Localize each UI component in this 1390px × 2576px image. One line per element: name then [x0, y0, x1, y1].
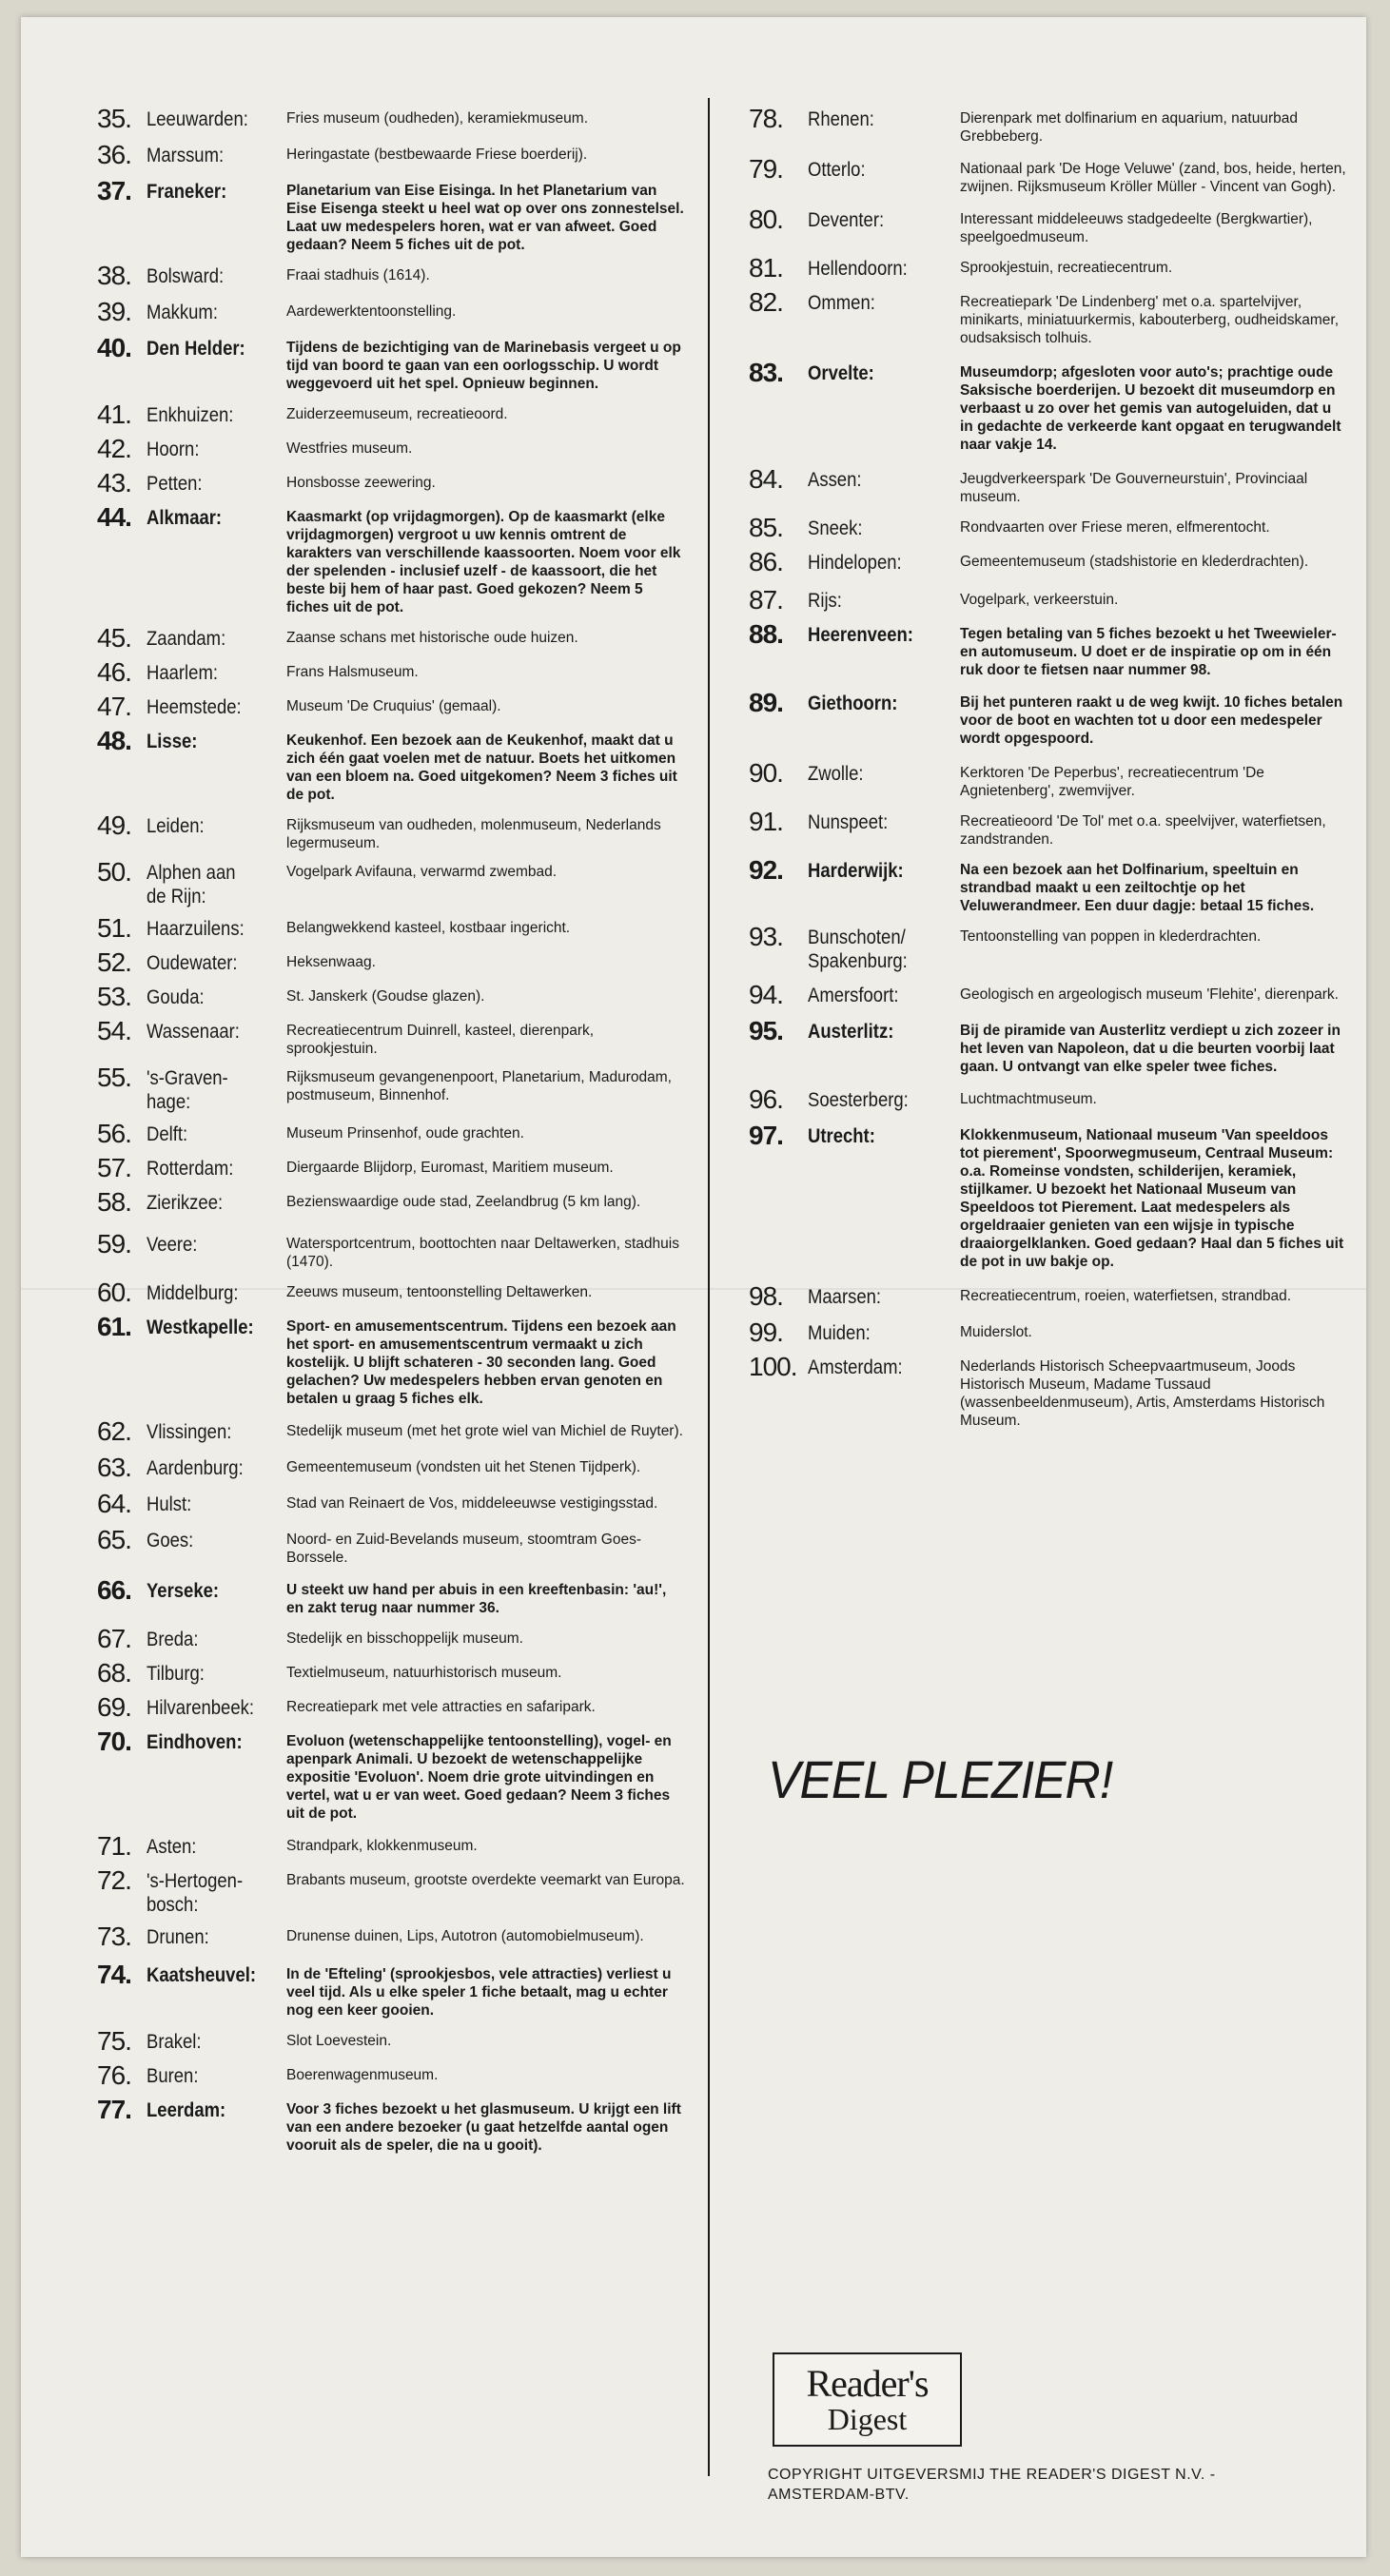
entry-place-name: Ommen: [808, 292, 875, 314]
entry-place-name: Otterlo: [808, 159, 866, 181]
entry-number: 86. [749, 547, 783, 576]
entry-description: Bij het punteren raakt u de weg kwijt. 10 fiches betalen voor de boot en wachten tot u door een medespeler wordt opgespoord. [960, 694, 1343, 747]
entry-description: Recreatiecentrum Duinrell, kasteel, dierenpark, sprookjestuin. [286, 1023, 595, 1057]
entry-number: 99. [749, 1317, 783, 1347]
entry-number: 81. [749, 253, 783, 283]
entry-description: Gemeentemuseum (stadshistorie en klederdrachten). [960, 554, 1309, 570]
entry-description: Vogelpark, verkeerstuin. [960, 592, 1119, 608]
entry-place-name: Delft: [147, 1123, 188, 1145]
list-item [97, 1832, 687, 1861]
entry-place-name: Westkapelle: [147, 1317, 254, 1338]
entry-description: Textielmuseum, natuurhistorisch museum. [286, 1665, 562, 1681]
entry-description: Geologisch en argeologisch museum 'Flehite', dierenpark. [960, 986, 1339, 1003]
list-item [97, 105, 687, 133]
list-item [749, 689, 1348, 748]
entry-description: Voor 3 fiches bezoekt u het glasmuseum. U krijgt een lift van een andere bezoeker (u gaat hetzelfde aantal ogen vooruit als de speler, die na u gooit). [286, 2101, 681, 2154]
list-item [97, 1693, 687, 1722]
entry-place-name: Hoorn: [147, 439, 200, 460]
entry-place-name: Goes: [147, 1530, 194, 1551]
list-item [749, 254, 1348, 283]
entry-number: 58. [97, 1187, 131, 1217]
entry-place-name: Heerenveen: [808, 624, 913, 646]
list-item [97, 983, 687, 1011]
entry-description: Gemeentemuseum (vondsten uit het Stenen Tijdperk). [286, 1459, 641, 1475]
entry-description: Fries museum (oudheden), keramiekmuseum. [286, 110, 589, 127]
entry-number: 63. [97, 1453, 131, 1482]
list-item [97, 1922, 687, 1951]
entry-number: 45. [97, 623, 131, 653]
entry-description: Drunense duinen, Lips, Autotron (automobielmuseum). [286, 1928, 644, 1944]
list-item [97, 469, 687, 498]
entry-place-name: Zierikzee: [147, 1192, 224, 1214]
list-item [749, 808, 1348, 849]
entry-number: 95. [749, 1016, 783, 1045]
list-item [97, 503, 687, 616]
copyright-notice [768, 2465, 1216, 2505]
list-item [97, 693, 687, 721]
list-item [97, 2027, 687, 2056]
entry-place-name: Vlissingen: [147, 1421, 232, 1443]
entry-number: 40. [97, 333, 131, 362]
list-item [97, 1625, 687, 1653]
entry-description: Zuiderzeemuseum, recreatieoord. [286, 406, 508, 422]
entry-place-name: 's-Graven- hage: [147, 1067, 228, 1113]
entry-place-name: Den Helder: [147, 338, 245, 360]
entry-number: 42. [97, 434, 131, 463]
entry-description: Luchtmachtmuseum. [960, 1091, 1097, 1107]
entry-description: Dierenpark met dolfinarium en aquarium, natuurbad Grebbeberg. [960, 110, 1298, 145]
entry-place-name: Amersfoort: [808, 985, 899, 1006]
slogan: VEEL PLEZIER! [768, 1749, 1113, 1809]
entry-description: Frans Halsmuseum. [286, 664, 419, 680]
entry-place-name: Yerseke: [147, 1580, 220, 1602]
entry-description: Museum Prinsenhof, oude grachten. [286, 1125, 524, 1142]
entry-number: 54. [97, 1016, 131, 1045]
list-item [97, 858, 687, 908]
entry-place-name: Oudewater: [147, 952, 238, 974]
entry-description: Klokkenmuseum, Nationaal museum 'Van speeldoos tot pierement', Spoorwegmuseum, Centraal Museum: o.a. Romeinse vondsten, schilderijen, keramiek, stijlkamer. U bezoekt het Nationaal Museum van Speeldoos tot Pierement. Laat medespelers als orgeldraaier genieten van een wijsje in typische draaiorgelklanken. Goed gedaan? Haal dan 5 fiches uit de pot in uw bakje op. [960, 1127, 1344, 1270]
entry-number: 79. [749, 154, 783, 184]
entry-number: 53. [97, 982, 131, 1011]
entry-place-name: 's-Hertogen- bosch: [147, 1870, 244, 1916]
entry-place-name: Rhenen: [808, 108, 874, 130]
entry-place-name: Heemstede: [147, 696, 242, 718]
entry-number: 49. [97, 810, 131, 840]
entry-number: 71. [97, 1831, 131, 1861]
list-item [97, 1866, 687, 1917]
list-item [97, 727, 687, 804]
entry-place-name: Eindhoven: [147, 1731, 243, 1753]
entry-description: Rijksmuseum van oudheden, molenmuseum, Nederlands legermuseum. [286, 817, 661, 851]
entry-place-name: Brakel: [147, 2031, 202, 2053]
entry-description: Jeugdverkeerspark 'De Gouverneurstuin', Provinciaal museum. [960, 471, 1308, 505]
entry-place-name: Leerdam: [147, 2099, 226, 2121]
entry-number: 83. [749, 358, 783, 387]
entry-place-name: Giethoorn: [808, 693, 898, 714]
list-item [749, 586, 1348, 615]
entry-number: 68. [97, 1658, 131, 1688]
entry-description: Tentoonstelling van poppen in klederdrachten. [960, 928, 1262, 945]
entry-description: Fraai stadhuis (1614). [286, 267, 430, 283]
list-item [97, 624, 687, 653]
entry-place-name: Middelburg: [147, 1282, 239, 1304]
list-item [749, 1282, 1348, 1311]
copyright-line-2: AMSTERDAM-BTV. [768, 2487, 910, 2503]
entry-description: Zaanse schans met historische oude huizen. [286, 630, 578, 646]
list-item [97, 948, 687, 977]
entry-number: 61. [97, 1312, 131, 1341]
entry-place-name: Bunschoten/ Spakenburg: [808, 927, 908, 972]
entry-description: Heringastate (bestbewaarde Friese boerderij). [286, 146, 588, 163]
list-item [97, 400, 687, 429]
entry-description: Interessant middeleeuws stadgedeelte (Bergkwartier), speelgoedmuseum. [960, 211, 1313, 245]
entry-number: 90. [749, 758, 783, 788]
entry-number: 51. [97, 913, 131, 943]
readers-digest-logo [773, 2352, 962, 2447]
entry-number: 69. [97, 1692, 131, 1722]
entry-place-name: Marssum: [147, 145, 225, 166]
entry-description: Keukenhof. Een bezoek aan de Keukenhof, maakt dat u zich één gaat voelen met de natuur. Boets het uitkomen van een bloem na. Goed uitgekomen? Neem 3 fiches uit de pot. [286, 732, 677, 803]
entry-place-name: Veere: [147, 1234, 198, 1256]
list-item [97, 2096, 687, 2155]
list-item [749, 514, 1348, 542]
entry-place-name: Austerlitz: [808, 1021, 894, 1043]
entry-number: 73. [97, 1922, 131, 1951]
list-item [97, 1659, 687, 1688]
list-item [97, 914, 687, 943]
entry-description: Zeeuws museum, tentoonstelling Deltawerken. [286, 1284, 593, 1300]
entry-number: 35. [97, 104, 131, 133]
list-item [97, 658, 687, 687]
entry-description: Nationaal park 'De Hoge Veluwe' (zand, bos, heide, herten, zwijnen. Rijksmuseum Kröller Müller - Vincent van Gogh). [960, 161, 1346, 195]
entry-number: 89. [749, 688, 783, 717]
entry-number: 92. [749, 855, 783, 885]
entry-number: 94. [749, 980, 783, 1009]
entry-number: 41. [97, 400, 131, 429]
entry-description: Watersportcentrum, boottochten naar Deltawerken, stadhuis (1470). [286, 1236, 679, 1270]
list-item [97, 2061, 687, 2090]
entry-number: 62. [97, 1416, 131, 1446]
list-item [97, 1154, 687, 1182]
list-item [97, 1490, 687, 1518]
list-item [97, 1313, 687, 1408]
entry-place-name: Haarlem: [147, 662, 218, 684]
entry-place-name: Gouda: [147, 986, 205, 1008]
entry-number: 55. [97, 1063, 131, 1092]
entry-place-name: Hindelopen: [808, 552, 902, 574]
entry-description: Muiderslot. [960, 1324, 1032, 1340]
entry-description: Vogelpark Avifauna, verwarmd zwembad. [286, 864, 558, 880]
entry-description: Tijdens de bezichtiging van de Marinebasis vergeet u op tijd van boord te gaan van een oorlogsschip. U wordt weggevoerd uit het spel. Opnieuw beginnen. [286, 340, 681, 392]
entry-description: Recreatiecentrum, roeien, waterfietsen, strandbad. [960, 1288, 1292, 1304]
list-item [749, 1122, 1348, 1271]
list-item [749, 1017, 1348, 1076]
entry-description: Brabants museum, grootste overdekte veemarkt van Europa. [286, 1872, 685, 1888]
entry-description: Aardewerktentoonstelling. [286, 303, 457, 320]
entry-description: Noord- en Zuid-Bevelands museum, stoomtram Goes-Borssele. [286, 1532, 642, 1566]
entry-description: Museumdorp; afgesloten voor auto's; prachtige oude Saksische boerderijen. U bezoekt dit museumdorp en verbaast u zo over het gemis van autogeluiden, dat u in gedachte de verkeerde kant opgaat en terugwandelt naar vakje 14. [960, 364, 1341, 453]
entry-description: Sport- en amusementscentrum. Tijdens een bezoek aan het sport- en amusementscentrum vermaakt u zich kostelijk. U blijft schateren - 30 seconden lang. Goed gelachen? Uw medespelers hebben ervan genoten en betalen u graag 5 fiches elk. [286, 1318, 676, 1407]
entry-place-name: Makkum: [147, 302, 218, 323]
entry-number: 65. [97, 1525, 131, 1554]
entry-description: Stad van Reinaert de Vos, middeleeuwse vestigingsstad. [286, 1495, 658, 1512]
list-item [97, 1230, 687, 1271]
entry-place-name: Rijs: [808, 590, 842, 612]
entry-number: 47. [97, 692, 131, 721]
entry-place-name: Zwolle: [808, 763, 864, 785]
entry-description: St. Janskerk (Goudse glazen). [286, 988, 485, 1005]
entry-place-name: Drunen: [147, 1926, 209, 1948]
entry-number: 91. [749, 807, 783, 836]
list-item [97, 1454, 687, 1482]
entry-description: Na een bezoek aan het Dolfinarium, speeltuin en strandbad maakt u een zeiltochtje op het Veluwerandmeer. Een duur dagje: betaal 15 fiches. [960, 862, 1315, 914]
list-item [749, 205, 1348, 246]
entry-place-name: Orvelte: [808, 362, 874, 384]
entry-number: 46. [97, 657, 131, 687]
entry-place-name: Buren: [147, 2065, 199, 2087]
entry-place-name: Soesterberg: [808, 1089, 909, 1111]
logo-line-1: Reader's [806, 2362, 929, 2405]
entry-place-name: Assen: [808, 469, 862, 491]
document-sheet [21, 17, 1366, 2557]
list-item [749, 856, 1348, 915]
entry-number: 80. [749, 205, 783, 234]
list-item [97, 1017, 687, 1058]
logo-line-2: Digest [827, 2402, 908, 2436]
entry-number: 87. [749, 585, 783, 615]
list-item [749, 105, 1348, 146]
entry-description: Nederlands Historisch Scheepvaartmuseum, Joods Historisch Museum, Madame Tussaud (wassenbeeldenmuseum), Artis, Amsterdams Historisch Museum. [960, 1358, 1325, 1429]
entry-description: Belangwekkend kasteel, kostbaar ingericht. [286, 920, 571, 936]
entry-number: 100. [749, 1352, 797, 1381]
entry-description: Bezienswaardige oude stad, Zeelandbrug (5 km lang). [286, 1194, 641, 1210]
list-item [97, 1526, 687, 1567]
entry-place-name: Leiden: [147, 815, 205, 837]
entry-number: 59. [97, 1229, 131, 1259]
entry-place-name: Sneek: [808, 517, 863, 539]
entry-number: 97. [749, 1121, 783, 1150]
entry-description: Bij de piramide van Austerlitz verdiept u zich zozeer in het leven van Napoleon, dat u die beurten voorbij laat gaan. U ontvangt van elke speler twee fiches. [960, 1023, 1341, 1075]
entry-number: 67. [97, 1624, 131, 1653]
entry-description: Stedelijk museum (met het grote wiel van Michiel de Ruyter). [286, 1423, 683, 1439]
entry-description: Kerktoren 'De Peperbus', recreatiecentrum 'De Agnietenberg', zwemvijver. [960, 765, 1264, 799]
entry-description: Diergaarde Blijdorp, Euromast, Maritiem museum. [286, 1160, 614, 1176]
entry-place-name: Lisse: [147, 731, 198, 752]
entry-description: Boerenwagenmuseum. [286, 2067, 439, 2083]
entry-place-name: Deventer: [808, 209, 885, 231]
entry-number: 52. [97, 947, 131, 977]
entry-number: 84. [749, 464, 783, 494]
list-item [749, 155, 1348, 196]
entry-place-name: Amsterdam: [808, 1356, 903, 1378]
entry-number: 39. [97, 297, 131, 326]
list-item [749, 288, 1348, 347]
entry-description: Evoluon (wetenschappelijke tentoonstelling), vogel- en apenpark Animali. U bezoekt de wetenschappelijke expositie 'Evoluon'. Noem drie grote uitvindingen en vertel, wat u er van weet. Goed gedaan? Neem 3 fiches uit de pot. [286, 1733, 672, 1822]
entry-number: 43. [97, 468, 131, 498]
list-item [97, 435, 687, 463]
entry-place-name: Bolsward: [147, 265, 225, 287]
entry-description: Kaasmarkt (op vrijdagmorgen). Op de kaasmarkt (elke vrijdagmorgen) vergroot u uw kennis omtrent de karakters van verschillende kaassoorten. Noem voor elk der spelenden - inclusief uzelf - de kaassoort, die het beste bij hem of haar past. Goed gekozen? Neem 5 fiches uit de pot. [286, 509, 681, 615]
entry-place-name: Hulst: [147, 1493, 192, 1515]
entry-description: Heksenwaag. [286, 954, 376, 970]
entry-number: 66. [97, 1575, 131, 1605]
list-item [97, 177, 687, 254]
entry-number: 48. [97, 726, 131, 755]
entry-description: Planetarium van Eise Eisinga. In het Planetarium van Eise Eisenga steekt u heel wat op over ons zonnestelsel. Laat uw medespelers horen, wat er van afweet. Goed gedaan? Neem 5 fiches uit de pot. [286, 183, 684, 253]
entry-place-name: Wassenaar: [147, 1021, 240, 1043]
entry-place-name: Petten: [147, 473, 203, 495]
copyright-line-1: COPYRIGHT UITGEVERSMIJ THE READER'S DIGEST N.V. - [768, 2467, 1216, 2483]
list-item [97, 1278, 687, 1307]
list-item [97, 1188, 687, 1217]
entry-description: In de 'Efteling' (sprookjesbos, vele attracties) verliest u veel tijd. Als u elke speler 1 fiche betaalt, mag u echter nog een keer gooien. [286, 1966, 672, 2019]
list-item [749, 1085, 1348, 1114]
entry-number: 57. [97, 1153, 131, 1182]
entry-place-name: Maarsen: [808, 1286, 882, 1308]
entry-place-name: Hilvarenbeek: [147, 1697, 254, 1719]
entry-place-name: Haarzuilens: [147, 918, 245, 940]
entry-number: 44. [97, 502, 131, 532]
list-item [749, 620, 1348, 679]
list-item [749, 981, 1348, 1009]
list-item [97, 1120, 687, 1148]
entry-number: 50. [97, 857, 131, 887]
entry-number: 93. [749, 922, 783, 951]
entry-place-name: Enkhuizen: [147, 404, 234, 426]
entry-description: Recreatieoord 'De Tol' met o.a. speelvijver, waterfietsen, zandstranden. [960, 813, 1326, 848]
entry-number: 56. [97, 1119, 131, 1148]
entry-place-name: Zaandam: [147, 628, 226, 650]
list-item [97, 1064, 687, 1114]
list-item [749, 1318, 1348, 1347]
entry-place-name: Kaatsheuvel: [147, 1964, 257, 1986]
entry-number: 77. [97, 2095, 131, 2124]
entry-place-name: Alphen aan de Rijn: [147, 862, 236, 907]
entry-place-name: Rotterdam: [147, 1158, 234, 1180]
entry-place-name: Franeker: [147, 181, 227, 203]
list-item [749, 359, 1348, 454]
list-item [97, 141, 687, 169]
entry-number: 75. [97, 2026, 131, 2056]
entry-description: Rondvaarten over Friese meren, elfmerentocht. [960, 519, 1270, 536]
entry-description: Stedelijk en bisschoppelijk museum. [286, 1630, 523, 1647]
list-item [97, 298, 687, 326]
entry-place-name: Leeuwarden: [147, 108, 248, 130]
entry-description: Recreatiepark 'De Lindenberg' met o.a. spartelvijver, minikarts, miniatuurkermis, kabouterberg, oudheidskamer, oudsaksisch tolhuis. [960, 294, 1340, 346]
entry-number: 78. [749, 104, 783, 133]
entry-number: 74. [97, 1960, 131, 1989]
entry-place-name: Muiden: [808, 1322, 871, 1344]
list-item [749, 1353, 1348, 1430]
entry-place-name: Asten: [147, 1836, 197, 1858]
entry-number: 76. [97, 2060, 131, 2090]
entry-number: 37. [97, 176, 131, 205]
left-column [97, 105, 687, 2155]
list-item [749, 923, 1348, 973]
list-item [97, 262, 687, 290]
list-item [749, 465, 1348, 506]
list-item [97, 1961, 687, 2020]
entry-number: 38. [97, 261, 131, 290]
entry-description: Tegen betaling van 5 fiches bezoekt u het Tweewieler- en automuseum. U doet er de inspiratie op om in één ruk door te fietsen naar nummer 98. [960, 626, 1337, 678]
entry-number: 60. [97, 1278, 131, 1307]
right-column [749, 105, 1348, 1430]
entry-number: 88. [749, 619, 783, 649]
list-item [749, 759, 1348, 800]
entry-number: 96. [749, 1084, 783, 1114]
entry-place-name: Hellendoorn: [808, 258, 908, 280]
entry-number: 70. [97, 1727, 131, 1756]
entry-description: U steekt uw hand per abuis in een kreeftenbasin: 'au!', en zakt terug naar nummer 36. [286, 1582, 667, 1616]
entry-number: 72. [97, 1865, 131, 1895]
entry-description: Recreatiepark met vele attracties en safaripark. [286, 1699, 596, 1715]
entry-number: 36. [97, 140, 131, 169]
column-divider [708, 98, 710, 2476]
entry-place-name: Breda: [147, 1629, 199, 1650]
list-item [97, 811, 687, 852]
entry-description: Slot Loevestein. [286, 2033, 392, 2049]
entry-place-name: Alkmaar: [147, 507, 223, 529]
list-item [97, 334, 687, 393]
entry-number: 82. [749, 287, 783, 317]
entry-place-name: Aardenburg: [147, 1457, 244, 1479]
entry-description: Rijksmuseum gevangenenpoort, Planetarium, Madurodam, postmuseum, Binnenhof. [286, 1069, 672, 1103]
list-item [97, 1576, 687, 1617]
entry-place-name: Utrecht: [808, 1125, 875, 1147]
entry-number: 85. [749, 513, 783, 542]
list-item [97, 1727, 687, 1823]
entry-number: 98. [749, 1281, 783, 1311]
entry-description: Strandpark, klokkenmuseum. [286, 1838, 478, 1854]
entry-description: Honsbosse zeewering. [286, 475, 436, 491]
entry-description: Sprookjestuin, recreatiecentrum. [960, 260, 1173, 276]
entry-place-name: Tilburg: [147, 1663, 205, 1685]
entry-place-name: Nunspeet: [808, 811, 889, 833]
list-item [749, 548, 1348, 576]
entry-description: Museum 'De Cruquius' (gemaal). [286, 698, 501, 714]
list-item [97, 1417, 687, 1446]
entry-place-name: Harderwijk: [808, 860, 904, 882]
entry-number: 64. [97, 1489, 131, 1518]
entry-description: Westfries museum. [286, 440, 413, 457]
